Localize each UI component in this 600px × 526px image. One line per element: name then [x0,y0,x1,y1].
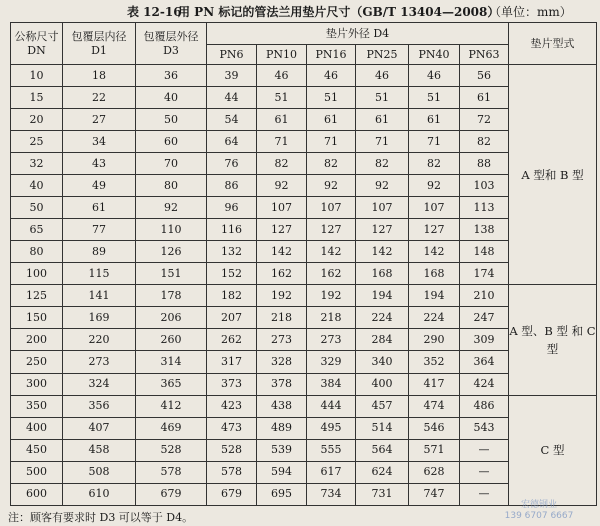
header-pn: PN6 [207,45,257,65]
gasket-dimension-table [10,22,597,506]
cell-d4-pn16: 192 [307,285,356,307]
cell-d4-pn25: 61 [356,109,409,131]
cell-d4-pn10: 82 [257,153,307,175]
cell-d4-pn40: 546 [409,417,460,439]
cell-d4-pn25: 107 [356,197,409,219]
cell-d4-pn6: 152 [207,263,257,285]
table-row [11,285,597,307]
cell-d1: 61 [63,197,136,219]
cell-d3: 110 [136,219,207,241]
cell-d4-pn16: 617 [307,461,356,483]
cell-d4-pn63: 113 [460,197,509,219]
cell-d1: 27 [63,109,136,131]
cell-dn: 50 [11,197,63,219]
cell-d3: 126 [136,241,207,263]
table-row [11,65,597,87]
cell-d3: 151 [136,263,207,285]
cell-gasket-type: A 型、B 型 和 C 型 [509,285,597,395]
cell-d3: 206 [136,307,207,329]
header-type: 垫片型式 [509,23,597,65]
cell-d4-pn40: 290 [409,329,460,351]
cell-d3: 528 [136,439,207,461]
cell-dn: 200 [11,329,63,351]
cell-dn: 10 [11,65,63,87]
cell-d4-pn10: 489 [257,417,307,439]
cell-d4-pn63: 82 [460,131,509,153]
cell-d3: 70 [136,153,207,175]
header-pn: PN16 [307,45,356,65]
cell-d4-pn10: 71 [257,131,307,153]
cell-d4-pn63: 72 [460,109,509,131]
cell-d4-pn40: 51 [409,87,460,109]
cell-d4-pn63: 210 [460,285,509,307]
cell-d1: 356 [63,395,136,417]
cell-d4-pn25: 142 [356,241,409,263]
header-pn: PN63 [460,45,509,65]
cell-d1: 141 [63,285,136,307]
cell-d4-pn25: 224 [356,307,409,329]
cell-d4-pn40: 107 [409,197,460,219]
cell-dn: 20 [11,109,63,131]
cell-d1: 43 [63,153,136,175]
cell-d4-pn40: 571 [409,439,460,461]
cell-d4-pn63: 424 [460,373,509,395]
cell-d4-pn25: 71 [356,131,409,153]
cell-d3: 260 [136,329,207,351]
cell-d1: 407 [63,417,136,439]
cell-d4-pn16: 734 [307,483,356,505]
cell-d4-pn40: 82 [409,153,460,175]
cell-d4-pn6: 116 [207,219,257,241]
cell-d4-pn10: 46 [257,65,307,87]
cell-d4-pn40: 628 [409,461,460,483]
cell-d3: 314 [136,351,207,373]
cell-d4-pn40: 417 [409,373,460,395]
cell-dn: 80 [11,241,63,263]
cell-d4-pn40: 92 [409,175,460,197]
cell-d4-pn25: 82 [356,153,409,175]
cell-d4-pn25: 194 [356,285,409,307]
cell-dn: 300 [11,373,63,395]
cell-d4-pn16: 162 [307,263,356,285]
cell-dn: 250 [11,351,63,373]
cell-dn: 15 [11,87,63,109]
cell-d4-pn63: — [460,439,509,461]
cell-d4-pn63: 364 [460,351,509,373]
cell-d4-pn10: 192 [257,285,307,307]
cell-d4-pn63: 174 [460,263,509,285]
cell-dn: 100 [11,263,63,285]
cell-d4-pn63: 88 [460,153,509,175]
table-note: 注：顾客有要求时 D3 可以等于 D4。 [8,511,194,524]
cell-d4-pn10: 695 [257,483,307,505]
cell-d4-pn63: 247 [460,307,509,329]
cell-d4-pn16: 46 [307,65,356,87]
cell-d4-pn10: 107 [257,197,307,219]
cell-dn: 150 [11,307,63,329]
cell-d1: 34 [63,131,136,153]
cell-d4-pn10: 127 [257,219,307,241]
cell-d4-pn6: 262 [207,329,257,351]
header-d1: 包覆层内径 D1 [63,23,136,65]
cell-dn: 400 [11,417,63,439]
cell-d4-pn6: 679 [207,483,257,505]
cell-d4-pn10: 539 [257,439,307,461]
cell-d4-pn16: 218 [307,307,356,329]
cell-d4-pn63: 138 [460,219,509,241]
cell-d4-pn16: 555 [307,439,356,461]
cell-d4-pn10: 378 [257,373,307,395]
header-dn: 公称尺寸 DN [11,23,63,65]
cell-d4-pn40: 142 [409,241,460,263]
cell-d4-pn6: 39 [207,65,257,87]
table-title: 用 PN 标记的管法兰用垫片尺寸（GB/T 13404—2008） [178,5,500,19]
cell-d4-pn6: 76 [207,153,257,175]
cell-d4-pn40: 61 [409,109,460,131]
cell-d4-pn63: 56 [460,65,509,87]
cell-d3: 578 [136,461,207,483]
cell-d4-pn16: 273 [307,329,356,351]
cell-d4-pn16: 384 [307,373,356,395]
cell-d4-pn63: 309 [460,329,509,351]
cell-d4-pn63: 486 [460,395,509,417]
cell-d4-pn25: 340 [356,351,409,373]
cell-d4-pn16: 71 [307,131,356,153]
cell-d1: 77 [63,219,136,241]
cell-d1: 22 [63,87,136,109]
cell-d1: 458 [63,439,136,461]
cell-d4-pn63: 103 [460,175,509,197]
cell-d4-pn10: 51 [257,87,307,109]
cell-d4-pn25: 564 [356,439,409,461]
cell-d4-pn16: 329 [307,351,356,373]
cell-d4-pn40: 224 [409,307,460,329]
cell-d4-pn16: 127 [307,219,356,241]
cell-d4-pn40: 747 [409,483,460,505]
cell-dn: 450 [11,439,63,461]
cell-d4-pn10: 162 [257,263,307,285]
table-number: 表 12-16 [127,5,182,19]
cell-d4-pn25: 92 [356,175,409,197]
cell-d4-pn6: 207 [207,307,257,329]
cell-dn: 600 [11,483,63,505]
cell-d4-pn63: 543 [460,417,509,439]
cell-dn: 25 [11,131,63,153]
cell-dn: 500 [11,461,63,483]
cell-d4-pn6: 132 [207,241,257,263]
cell-d4-pn16: 107 [307,197,356,219]
cell-d4-pn16: 92 [307,175,356,197]
cell-d1: 49 [63,175,136,197]
header-d4: 垫片外径 D4 [207,23,509,45]
cell-d4-pn25: 127 [356,219,409,241]
cell-d3: 178 [136,285,207,307]
cell-d4-pn25: 514 [356,417,409,439]
cell-d4-pn63: — [460,461,509,483]
cell-d4-pn16: 82 [307,153,356,175]
cell-d4-pn25: 457 [356,395,409,417]
cell-d4-pn25: 168 [356,263,409,285]
cell-d4-pn16: 51 [307,87,356,109]
cell-d4-pn10: 594 [257,461,307,483]
cell-d3: 469 [136,417,207,439]
cell-d4-pn6: 64 [207,131,257,153]
cell-d4-pn16: 61 [307,109,356,131]
cell-d1: 610 [63,483,136,505]
cell-d4-pn6: 54 [207,109,257,131]
cell-d3: 36 [136,65,207,87]
cell-d4-pn10: 218 [257,307,307,329]
cell-d4-pn25: 46 [356,65,409,87]
cell-d1: 115 [63,263,136,285]
cell-d3: 92 [136,197,207,219]
cell-d4-pn25: 731 [356,483,409,505]
cell-d1: 508 [63,461,136,483]
cell-d4-pn6: 96 [207,197,257,219]
table-row [11,395,597,417]
cell-d4-pn40: 46 [409,65,460,87]
cell-d4-pn10: 92 [257,175,307,197]
cell-d4-pn6: 528 [207,439,257,461]
cell-d4-pn16: 495 [307,417,356,439]
cell-d4-pn40: 352 [409,351,460,373]
cell-d4-pn10: 328 [257,351,307,373]
cell-d4-pn40: 71 [409,131,460,153]
table-unit: （单位：mm） [489,5,572,19]
cell-d4-pn63: — [460,483,509,505]
cell-d4-pn6: 182 [207,285,257,307]
cell-d4-pn16: 142 [307,241,356,263]
cell-d4-pn10: 61 [257,109,307,131]
cell-d4-pn25: 624 [356,461,409,483]
header-pn: PN25 [356,45,409,65]
cell-d4-pn63: 61 [460,87,509,109]
cell-d4-pn10: 273 [257,329,307,351]
cell-d3: 50 [136,109,207,131]
cell-d4-pn10: 438 [257,395,307,417]
cell-d4-pn6: 44 [207,87,257,109]
cell-d3: 412 [136,395,207,417]
header-pn: PN10 [257,45,307,65]
cell-d3: 365 [136,373,207,395]
cell-d4-pn6: 473 [207,417,257,439]
cell-d4-pn40: 474 [409,395,460,417]
cell-d3: 60 [136,131,207,153]
cell-d4-pn6: 578 [207,461,257,483]
cell-dn: 40 [11,175,63,197]
cell-d4-pn63: 148 [460,241,509,263]
cell-d4-pn25: 51 [356,87,409,109]
cell-d3: 679 [136,483,207,505]
cell-d3: 80 [136,175,207,197]
cell-d3: 40 [136,87,207,109]
cell-d4-pn6: 373 [207,373,257,395]
cell-d4-pn25: 400 [356,373,409,395]
cell-d4-pn6: 86 [207,175,257,197]
cell-d1: 169 [63,307,136,329]
cell-d4-pn40: 127 [409,219,460,241]
cell-d4-pn6: 423 [207,395,257,417]
cell-dn: 65 [11,219,63,241]
cell-d1: 18 [63,65,136,87]
cell-d4-pn16: 444 [307,395,356,417]
cell-dn: 350 [11,395,63,417]
cell-d4-pn40: 168 [409,263,460,285]
header-pn: PN40 [409,45,460,65]
cell-gasket-type: C 型 [509,395,597,505]
header-d3: 包覆层外径 D3 [136,23,207,65]
cell-d1: 324 [63,373,136,395]
cell-dn: 32 [11,153,63,175]
table-caption [0,1,600,21]
cell-d1: 273 [63,351,136,373]
cell-d4-pn40: 194 [409,285,460,307]
cell-d4-pn10: 142 [257,241,307,263]
cell-gasket-type: A 型和 B 型 [509,65,597,285]
cell-dn: 125 [11,285,63,307]
cell-d4-pn6: 317 [207,351,257,373]
watermark-stamp: 宏德钢业 139 6707 6667 [504,500,574,521]
cell-d1: 220 [63,329,136,351]
cell-d1: 89 [63,241,136,263]
cell-d4-pn25: 284 [356,329,409,351]
